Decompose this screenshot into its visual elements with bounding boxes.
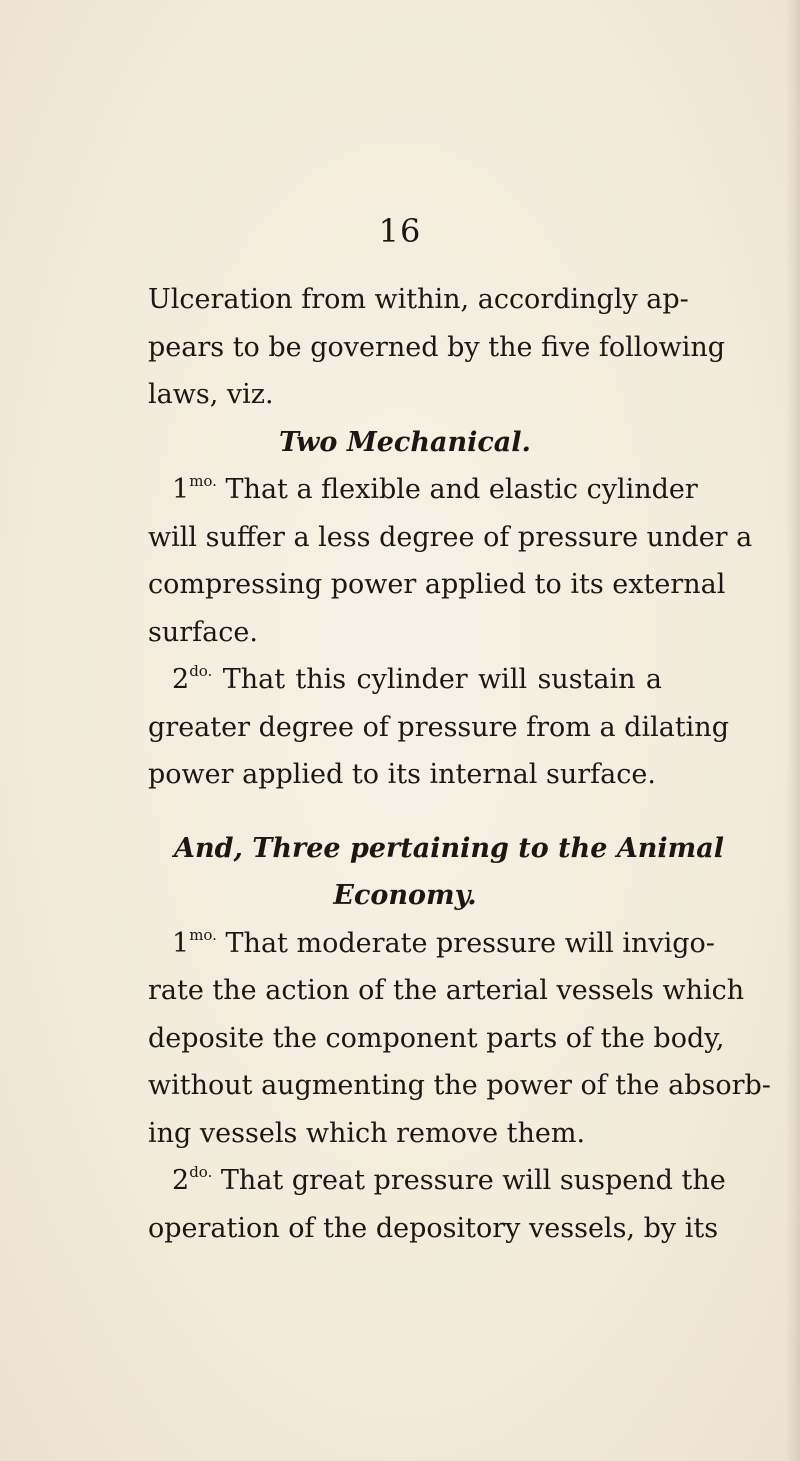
mech-item-2-first-line xyxy=(148,656,662,704)
anim-item-1-text: That moderate pressure will invigo- xyxy=(225,927,715,959)
anim-item-2-text: That great pressure will suspend the xyxy=(220,1165,726,1196)
anim-item-1-number: 1 xyxy=(172,927,190,959)
heading-animal-economy-line-1: And, Three pertaining to the Animal xyxy=(174,832,724,864)
anim-item-1-line: deposite the component parts of the body, xyxy=(148,1022,725,1054)
mech-item-2-line: power applied to its internal surface. xyxy=(148,759,656,790)
anim-item-2-ordinal: do. xyxy=(189,1163,213,1181)
mech-item-1-text: That a flexible and elastic cylinder xyxy=(225,474,698,505)
intro-line-2: pears to be governed by the five following xyxy=(148,331,726,363)
mech-item-2-ordinal: do. xyxy=(189,662,213,680)
mech-item-2-number: 2 xyxy=(172,664,190,695)
anim-item-1-line: without augmenting the power of the absorb- xyxy=(148,1070,771,1101)
anim-item-1-first-line xyxy=(148,920,715,968)
mech-item-1-line: compressing power applied to its external xyxy=(148,569,726,600)
mech-item-1-number: 1 xyxy=(172,474,190,505)
intro-line-1: Ulceration from within, accordingly ap- xyxy=(148,284,689,315)
page-number: 16 xyxy=(378,212,422,250)
mech-item-2-text: That this cylinder will sustain a xyxy=(222,664,662,695)
intro-line-3: laws, viz. xyxy=(148,379,274,410)
anim-item-1-line: ing vessels which remove them. xyxy=(148,1117,586,1149)
mech-item-1-line: will suffer a less degree of pressure under a xyxy=(148,521,753,553)
anim-item-2-number: 2 xyxy=(172,1165,190,1196)
section-gap xyxy=(148,799,662,825)
mech-item-1-ordinal: mo. xyxy=(189,472,217,490)
anim-item-1-line: rate the action of the arterial vessels which xyxy=(148,975,745,1006)
mech-item-2-line: greater degree of pressure from a dilating xyxy=(148,711,729,743)
heading-animal-economy-line-2: Economy. xyxy=(333,880,477,911)
mech-item-1-first-line xyxy=(148,466,698,514)
page-text xyxy=(148,276,771,1252)
mech-item-1-line: surface. xyxy=(148,616,258,648)
anim-item-2-first-line xyxy=(148,1157,726,1205)
anim-item-2-line: operation of the depository vessels, by its xyxy=(148,1212,719,1244)
heading-two-mechanical: Two Mechanical. xyxy=(279,426,531,458)
anim-item-1-ordinal: mo. xyxy=(189,925,217,944)
